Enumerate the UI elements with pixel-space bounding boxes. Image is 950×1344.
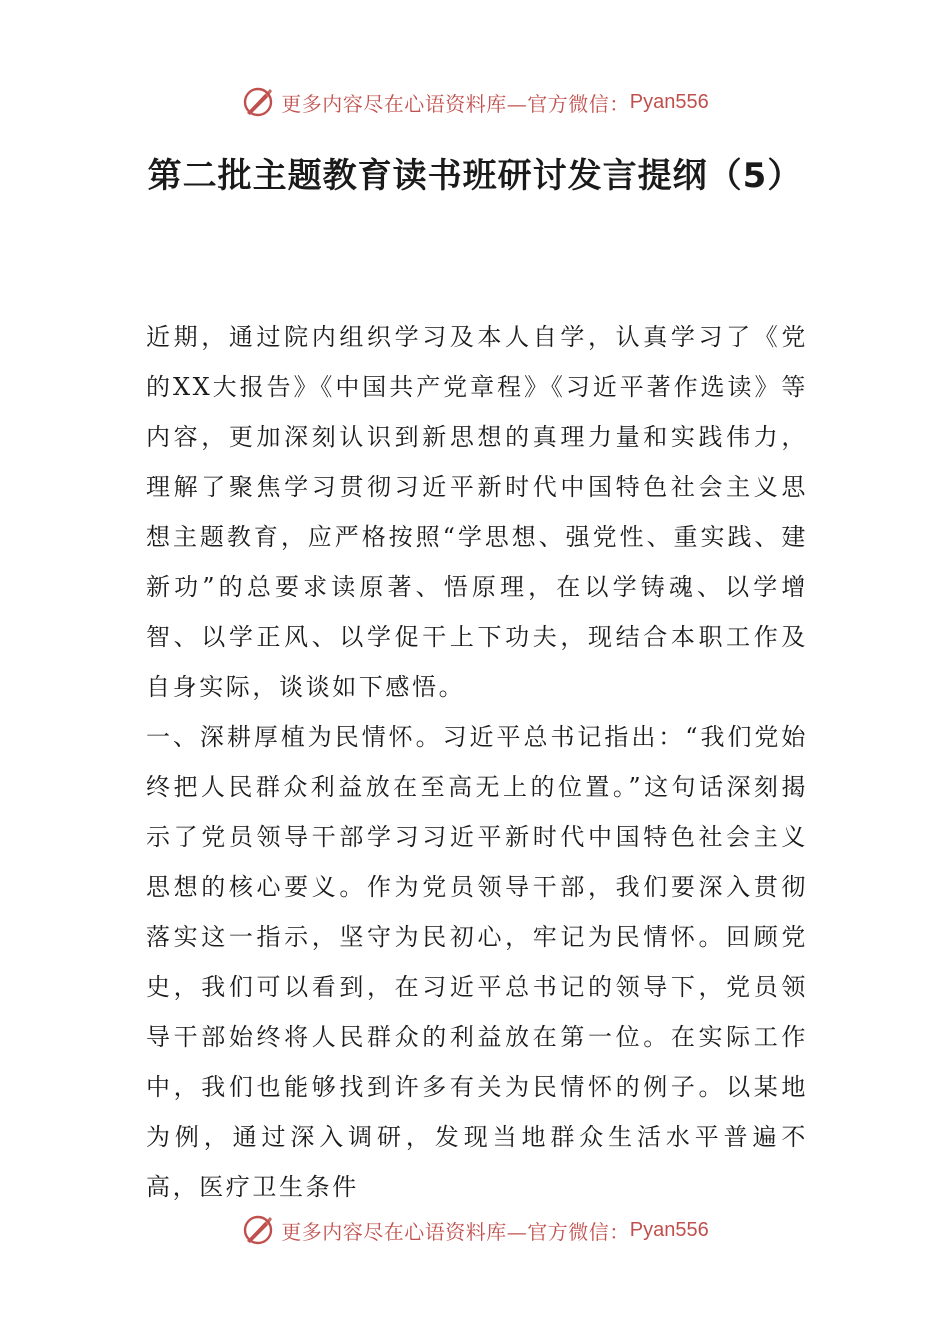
paragraph: 近期，通过院内组织学习及本人自学，认真学习了《党的XX大报告》《中国共产党章程》《习近平著作选读》等内容，更加深刻认识到新思想的真理力量和实践伟力，理解了聚焦学习贯彻习近平新时代中国特色社会主义思想主题教育，应严格按照“学思想、强党性、重实践、建新功”的总要求读原著、悟原理，在以学铸魂、以学增智、以学正风、以学促干上下功夫，现结合本职工作及自身实际，谈谈如下感悟。	[146, 323, 808, 701]
footer-banner	[0, 1210, 950, 1250]
header-banner	[0, 82, 950, 122]
pen-logo-icon	[241, 85, 275, 119]
banner-text: 更多内容尽在心语资料库—官方微信：	[281, 1219, 630, 1244]
banner-wechat-id: Pyan556	[629, 90, 709, 113]
banner-text: 更多内容尽在心语资料库—官方微信：	[281, 91, 630, 116]
banner-wechat-id: Pyan556	[629, 1218, 709, 1241]
document-title: 第二批主题教育读书班研讨发言提纲（5）	[147, 156, 803, 196]
pen-logo-icon	[241, 1213, 275, 1247]
paragraph: 一、深耕厚植为民情怀。习近平总书记指出：“我们党始终把人民群众利益放在至高无上的位置。”这句话深刻揭示了党员领导干部学习习近平新时代中国特色社会主义思想的核心要义。作为党员领导干部，我们要深入贯彻落实这一指示，坚守为民初心，牢记为民情怀。回顾党史，我们可以看到，在习近平总书记的领导下，党员领导干部始终将人民群众的利益放在第一位。在实际工作中，我们也能够找到许多有关为民情怀的例子。以某地为例，通过深入调研，发现当地群众生活水平普遍不高，医疗卫生条件	[146, 723, 808, 1201]
document-body	[146, 312, 808, 1212]
